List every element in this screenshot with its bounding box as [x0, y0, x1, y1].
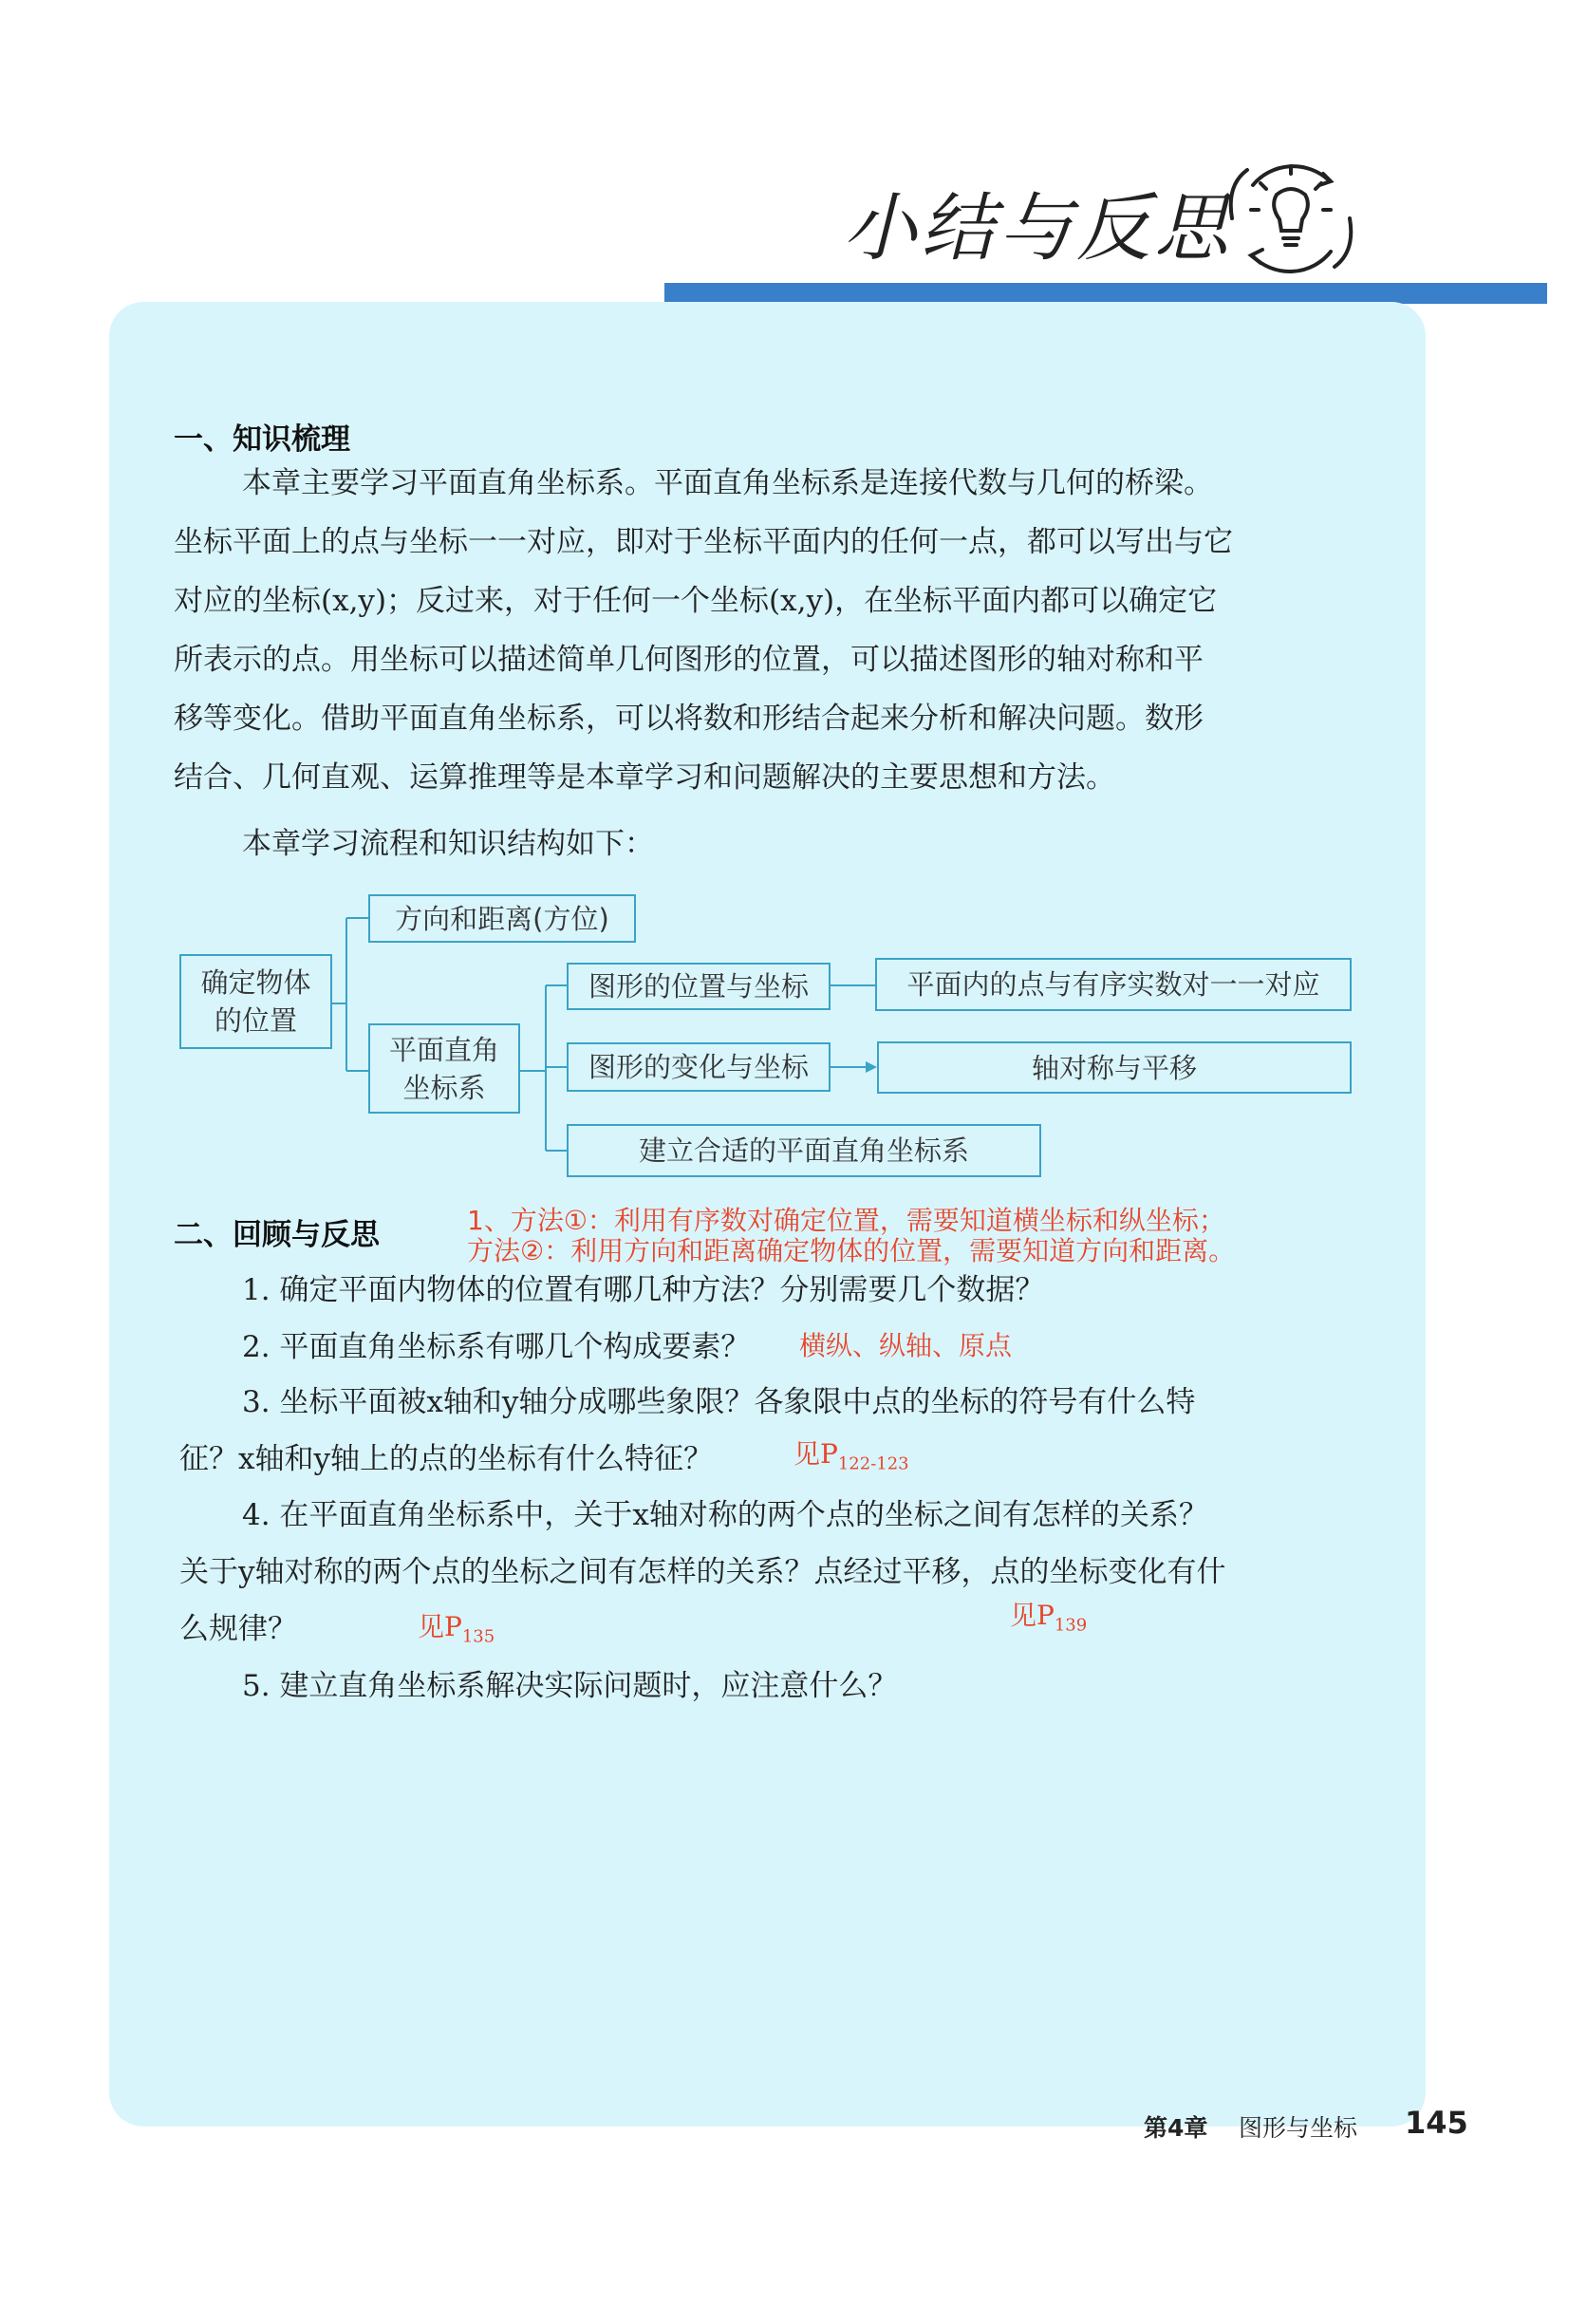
handwritten-note-ref-q4a [418, 1606, 495, 1647]
diagram-node-transform-box [567, 1042, 831, 1092]
see-prefix: 见P [418, 1611, 462, 1642]
paragraph-line: 结合、几何直观、运算推理等是本章学习和问题解决的主要思想和方法。 [174, 760, 1115, 795]
see-prefix: 见P [794, 1438, 838, 1470]
question-4-line-1: 4. 在平面直角坐标系中，关于x轴对称的两个点的坐标之间有怎样的关系？ [242, 1498, 1208, 1532]
footer-chapter-title: 图形与坐标 [1239, 2114, 1358, 2142]
section-heading-review: 二、回顾与反思 [174, 1218, 380, 1252]
diagram-branch-direction-box [368, 894, 636, 943]
handwritten-note-ref-q4b [1010, 1595, 1087, 1636]
question-3-line-1: 3. 坐标平面被x轴和y轴分成哪些象限？各象限中点的坐标的符号有什么特 [242, 1385, 1196, 1419]
handwritten-note-elements: 横纵、纵轴、原点 [799, 1330, 1013, 1361]
handwritten-note-method-1: 1、方法①：利用有序数对确定位置，需要知道横坐标和纵坐标； [467, 1205, 1225, 1236]
diagram-node-position-label: 图形的位置与坐标 [588, 970, 809, 1003]
section1-paragraph [174, 454, 1360, 873]
diagram-branch-coordinate-box [368, 1023, 520, 1114]
diagram-node-build-label: 建立合适的平面直角坐标系 [638, 1134, 969, 1167]
paragraph-line: 本章主要学习平面直角坐标系。平面直角坐标系是连接代数与几何的桥梁。 [242, 466, 1213, 500]
question-4-line-3: 么规律？ [179, 1612, 297, 1646]
page-ref: 122-123 [837, 1453, 909, 1474]
diagram-node-build-box [567, 1124, 1041, 1177]
page-ref: 135 [461, 1626, 495, 1647]
diagram-branch-coordinate-label: 平面直角坐标系 [388, 1033, 499, 1104]
flow-intro: 本章学习流程和知识结构如下： [242, 827, 654, 861]
paragraph-line: 对应的坐标(x,y)；反过来，对于任何一个坐标(x,y)，在坐标平面内都可以确定它 [174, 584, 1218, 618]
handwritten-note-method-2: 方法②：利用方向和距离确定物体的位置，需要知道方向和距离。 [467, 1235, 1236, 1266]
see-prefix: 见P [1010, 1600, 1055, 1631]
diagram-leaf-position-label: 平面内的点与有序实数对一一对应 [906, 968, 1320, 1001]
question-4-line-2: 关于y轴对称的两个点的坐标之间有怎样的关系？点经过平移，点的坐标变化有什 [179, 1555, 1226, 1589]
question-1: 1. 确定平面内物体的位置有哪几种方法？分别需要几个数据？ [242, 1273, 1045, 1307]
page-number: 145 [1405, 2105, 1468, 2141]
diagram-leaf-transform-label: 轴对称与平移 [1031, 1051, 1197, 1084]
diagram-leaf-position-box [875, 958, 1352, 1011]
question-5: 5. 建立直角坐标系解决实际问题时，应注意什么？ [242, 1669, 898, 1703]
question-2: 2. 平面直角坐标系有哪几个构成要素？ [242, 1330, 751, 1364]
diagram-leaf-transform-box [877, 1041, 1352, 1094]
paragraph-line: 坐标平面上的点与坐标一一对应，即对于坐标平面内的任何一点，都可以写出与它 [174, 525, 1233, 559]
diagram-branch-direction-label: 方向和距离(方位) [395, 902, 609, 935]
section-heading-knowledge: 一、知识梳理 [174, 422, 350, 457]
diagram-root-label: 确定物体的位置 [200, 966, 311, 1037]
footer-chapter: 第4章 [1144, 2114, 1208, 2142]
paragraph-line: 所表示的点。用坐标可以描述简单几何图形的位置，可以描述图形的轴对称和平 [174, 643, 1204, 677]
diagram-node-position-box [567, 963, 831, 1010]
question-3-line-2: 征？x轴和y轴上的点的坐标有什么特征？ [179, 1442, 713, 1476]
page-title: 小结与反思 [843, 186, 1233, 272]
diagram-root-box [179, 954, 332, 1049]
header-accent-bar [664, 283, 1547, 304]
page-ref: 139 [1054, 1615, 1088, 1636]
paragraph-line: 移等变化。借助平面直角坐标系，可以将数和形结合起来分析和解决问题。数形 [174, 702, 1204, 736]
lightbulb-icon [1224, 157, 1357, 280]
diagram-node-transform-label: 图形的变化与坐标 [588, 1051, 809, 1083]
handwritten-note-ref-q3 [794, 1434, 909, 1474]
